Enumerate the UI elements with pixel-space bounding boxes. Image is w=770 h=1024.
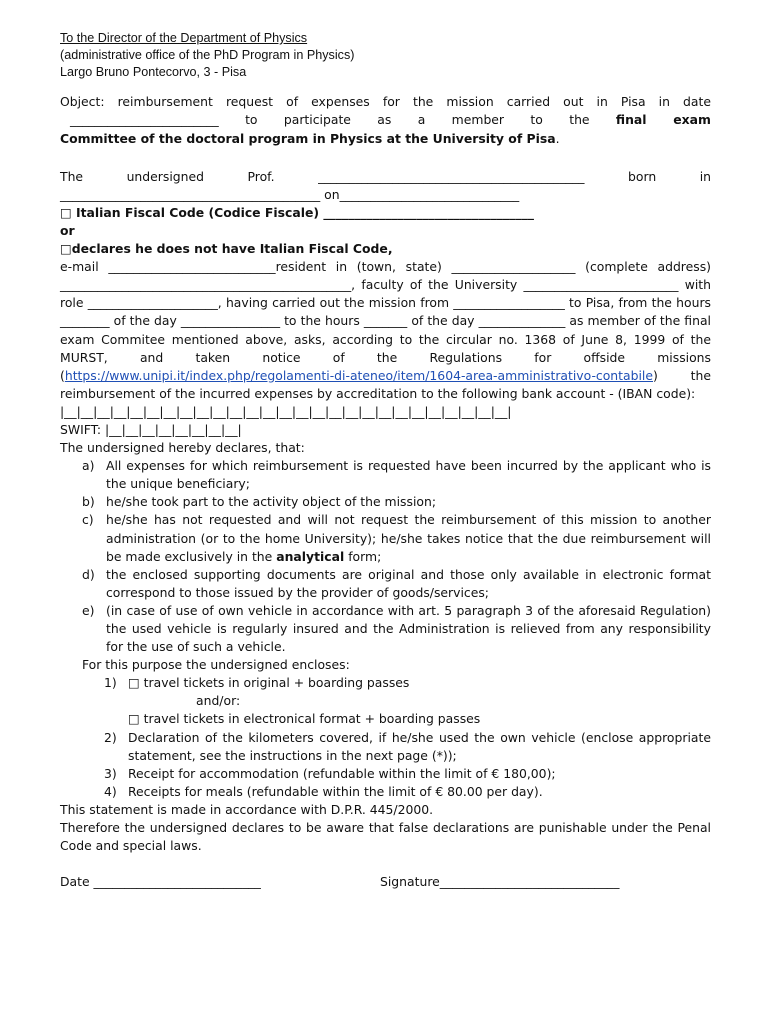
signature-row <box>60 873 711 891</box>
object-line-3: Committee of the doctoral program in Physics at the University of Pisa. <box>60 130 560 146</box>
electronic-tickets-checkbox[interactable]: □ travel tickets in electronical format + boarding passes <box>128 711 481 727</box>
enclosure-item: 1) □ travel tickets in original + boarding passes <box>104 675 410 691</box>
declaration-item: d) the enclosed supporting documents are original and those only available in electronic format correspond to those issued by the provider of goods/services; <box>82 566 711 600</box>
enclosure-item: 4) Receipts for meals (refundable within the limit of € 80.00 per day). <box>104 783 543 799</box>
document-page <box>60 30 711 891</box>
and-or-label: and/or: <box>196 693 241 709</box>
enclosures-list <box>60 674 711 801</box>
declaration-item: e) (in case of use of own vehicle in accordance with art. 5 paragraph 3 of the aforesaid Regulation) the used vehicle is regularly insured and the Administration is relieved from any responsibility for the use of such a vehicle. <box>82 602 711 655</box>
addressee-address: Largo Bruno Pontecorvo, 3 - Pisa <box>60 64 247 79</box>
iban-boxes[interactable]: |__|__|__|__|__|__|__|__|__|__|__|__|__|__|__|__|__|__|__|__|__|__|__|__|__|__|__| <box>60 403 512 419</box>
signature-field[interactable]: Signature_____________________________ <box>380 874 620 890</box>
personal-details-paragraph: e-mail ___________________________resident in (town, state) ____________________ (complete address) _______________________________________________, faculty of the University _________________________ with role _____________________, having carried out the mission from __________________ to Pisa, from the hours ________ of the day ________________ to the hours _______ of the day ______________ as member of the final exam Commitee mentioned above, asks, according to the circular no. 1368 of June 8, 1999 of the MURST, and taken notice of the Regulations for offside missions (https://www.unipi.it/index.php/regolamenti-di-ateneo/item/1604-area-amministrativo-contabile) the reimbursement of the incurred expenses by accreditation to the following bank account - (IBAN code): <box>60 259 711 401</box>
fiscal-code-option[interactable]: □ Italian Fiscal Code (Codice Fiscale) __________________________________ <box>60 204 534 220</box>
undersigned-line[interactable]: The undersigned Prof. ___________________________________________ born in <box>60 168 711 184</box>
original-tickets-checkbox[interactable]: □ travel tickets in original + boarding passes <box>128 675 410 691</box>
addressee-block <box>60 30 711 80</box>
no-fiscal-code-option[interactable]: □declares he does not have Italian Fiscal Code, <box>60 241 393 257</box>
dpr-statement: This statement is made in accordance with D.P.R. 445/2000. <box>60 801 434 817</box>
birth-line[interactable]: __________________________________________ on_____________________________ <box>60 186 520 202</box>
declarations-list <box>60 457 711 656</box>
declaration-item: b) he/she took part to the activity object of the mission; <box>82 494 437 510</box>
declares-intro: The undersigned hereby declares, that: <box>60 440 305 456</box>
details-text[interactable]: e-mail ___________________________resident in (town, state) ____________________ (complete address) _______________________________________________, faculty of the University _________________________ with role _____________________, having carried out the mission from __________________ to Pisa, from the hours ________ of the day ________________ to the hours _______ of the day ______________ as member of the final exam Commitee mentioned above, asks, according to the circular no. 1368 of June 8, 1999 of the MURST, and taken notice of the Regulations for offside missions ( <box>60 259 711 383</box>
declaration-item: c) he/she has not requested and will not request the reimbursement of this mission to another administration (or to the home University); he/she takes notice that the due reimbursement will be made exclusively in the analytical form; <box>82 512 711 564</box>
declaration-item: a) All expenses for which reimbursement is requested have been incurred by the applicant who is the unique beneficiary; <box>82 458 711 492</box>
date-field[interactable]: Date ___________________________ <box>60 874 261 890</box>
addressee-office: (administrative office of the PhD Program in Physics) <box>60 47 355 62</box>
addressee-line: To the Director of the Department of Physics <box>60 31 308 45</box>
enclosure-item: 2) Declaration of the kilometers covered, if he/she used the own vehicle (enclose appropriate statement, see the instructions in the next page (*)); <box>104 729 711 763</box>
penal-code-statement: Therefore the undersigned declares to be aware that false declarations are punishable under the Penal Code and special laws. <box>60 820 711 854</box>
regulations-link[interactable]: https://www.unipi.it/index.php/regolamenti-di-ateneo/item/1604-area-amministrativo-contabile <box>64 367 653 383</box>
object-line-2: ________________________ to participate as a member to the final exam <box>60 111 711 129</box>
object-line: Object: reimbursement request of expenses for the mission carried out in Pisa in date <box>60 94 711 110</box>
or-label: or <box>60 222 75 238</box>
swift-boxes[interactable]: SWIFT: |__|__|__|__|__|__|__|__| <box>60 421 242 437</box>
enclosure-item: 3) Receipt for accommodation (refundable within the limit of € 180,00); <box>104 765 556 781</box>
encloses-intro: For this purpose the undersigned encloses: <box>82 657 350 673</box>
form-body <box>60 93 711 891</box>
date-blank[interactable]: ________________________ <box>70 112 219 128</box>
